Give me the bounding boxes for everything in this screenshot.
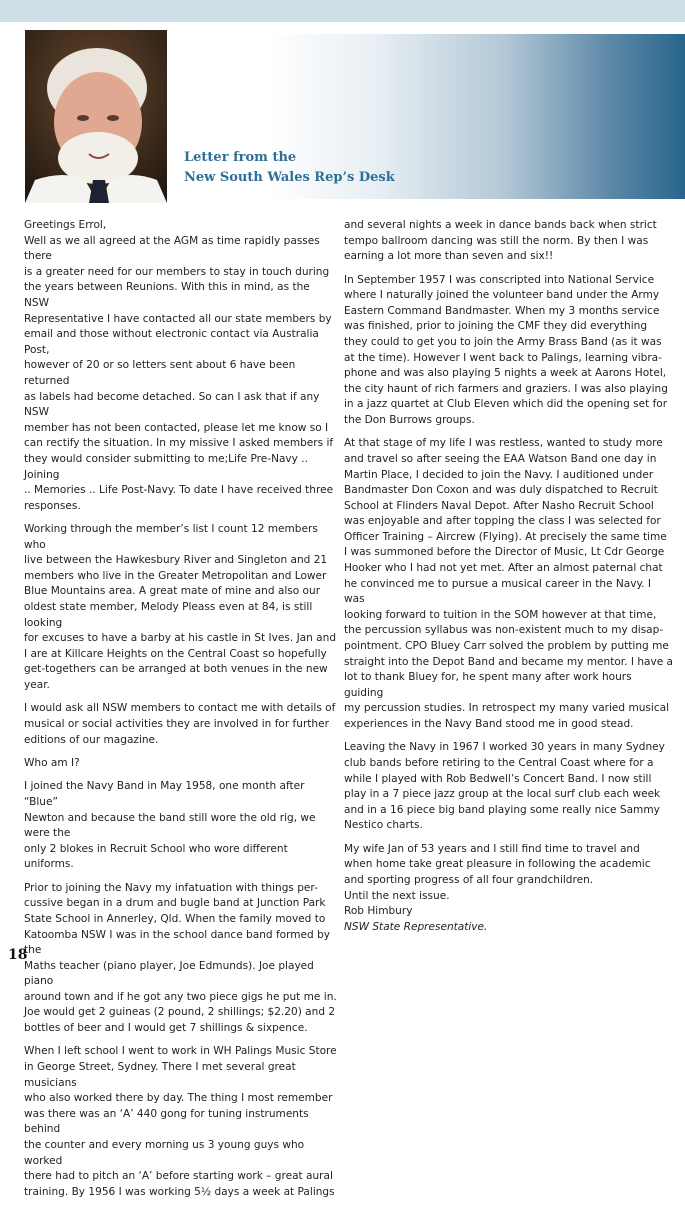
portrait-photo <box>25 30 167 203</box>
page-number: 18 <box>8 947 28 963</box>
paragraph: Greetings Errol, Well as we all agreed at the AGM as time rapidly passes there is a greater need for our members to stay in touch during the years between Reunions. With this in mind, as the NSW Representative I have contacted all our state members by email and those without electronic contact via Australia Post, however of 20 or so letters sent about 6 have been returned as labels had become detached. So can I ask that if any NSW member has not been contacted, please let me know so I can rectify the situation. In my missive I asked members if they would consider submitting to me;Life Pre-Navy .. Joining .. Memories .. Life Post-Navy. To date I have received three responses. <box>24 219 334 512</box>
title-line-1: Letter from the <box>184 150 297 165</box>
closing-paragraph: My wife Jan of 53 years and I still find time to travel and when home take great pleasure in following the academic and sporting progress of all four grandchildren. Until the next issue. Rob Himbury <box>344 842 651 918</box>
paragraph: In September 1957 I was conscripted into National Service where I naturally joined the volunteer band under the Army Eastern Command Bandmaster. When my 3 months service was finished, prior to joining the CMF they did everything they could to get you to join the Army Brass Band (as it was at the time). However I went back to Palings, learning vibra- phone and was also playing 5 nights a week at Aarons Hotel, the city haunt of rich farmers and graziers. I was also playing in a jazz quartet at Club Eleven which did the opening set for the Don Burrows groups. <box>344 273 668 426</box>
paragraph: When I left school I went to work in WH Palings Music Store in George Street, Sydney. There I met several great musicians who also worked there by day. The thing I most remember was there was an ‘A’ 440 gong for tuning instruments behind the counter and every morning us 3 young guys who worked there had to pitch an ‘A’ before starting work – great aural training. By 1956 I was working 5½ days a week at Palings <box>24 1045 337 1198</box>
page-title <box>184 148 395 188</box>
section-heading: Who am I? <box>24 756 80 769</box>
letter-column-left <box>24 218 338 1208</box>
paragraph: Prior to joining the Navy my infatuation with things per- cussive began in a drum and bugle band at Junction Park State School in Annerley, Qld. When the family moved to Katoomba NSW I was in the school dance band formed by the Maths teacher (piano player, Joe Edmunds). Joe played piano around town and if he got any two piece gigs he put me in. Joe would get 2 guineas (2 pound, 2 shillings; $2.20) and 2 bottles of beer and I would get 7 shillings & sixpence. <box>24 881 337 1035</box>
paragraph: At that stage of my life I was restless, wanted to study more and travel so after seeing the EAA Watson Band one day in Martin Place, I decided to join the Navy. I auditioned under Bandmaster Don Coxon and was duly dispatched to Recruit School at Flinders Naval Depot. After Nasho Recruit School was enjoyable and after topping the class I was selected for Officer Training – Aircrew (Flying). At precisely the same time I was summoned before the Director of Music, Lt Cdr George Hooker who I had not yet met. After an almost paternal chat he convinced me to pursue a musical career in the Navy. I was looking forward to tuition in the SOM however at that time, the percussion syllabus was non-existent much to my disap- pointment. CPO Bluey Carr solved the problem by putting me straight into the Depot Band and became my mentor. I have a lot to thank Bluey for, he spent many after work hours guiding my percussion studies. In retrospect my many varied musical experiences in the Navy Band stood me in good stead. <box>344 437 674 730</box>
top-color-band <box>0 0 685 22</box>
paragraph: I joined the Navy Band in May 1958, one month after “Blue” Newton and because the band still wore the old rig, we were the only 2 blokes in Recruit School who wore different uniforms. <box>24 780 316 871</box>
signature-title: NSW State Representative. <box>344 920 488 933</box>
paragraph: I would ask all NSW members to contact me with details of musical or social activities they are involved in for further editions of our magazine. <box>24 702 336 746</box>
title-line-2: New South Wales Rep’s Desk <box>184 170 395 185</box>
paragraph: and several nights a week in dance bands back when strict tempo ballroom dancing was still the norm. By then I was earning a lot more than seven and six!! <box>344 219 657 263</box>
paragraph: Working through the member’s list I count 12 members who live between the Hawkesbury River and Singleton and 21 members who live in the Greater Metropolitan and Lower Blue Mountains area. A great mate of mine and also our oldest state member, Melody Pleass even at 84, is still looking for excuses to have a barby at his castle in St Ives. Jan and I are at Killcare Heights on the Central Coast so hopefully get-togethers can be arranged at both venues in the new year. <box>24 523 337 692</box>
paragraph: Leaving the Navy in 1967 I worked 30 years in many Sydney club bands before retiring to the Central Coast where for a while I played with Rob Bedwell’s Concert Band. I now still play in a 7 piece jazz group at the local surf club each week and in a 16 piece big band playing some really nice Sammy Nestico charts. <box>344 741 665 832</box>
portrait-photo-icon <box>25 30 167 203</box>
letter-column-right <box>344 218 674 935</box>
